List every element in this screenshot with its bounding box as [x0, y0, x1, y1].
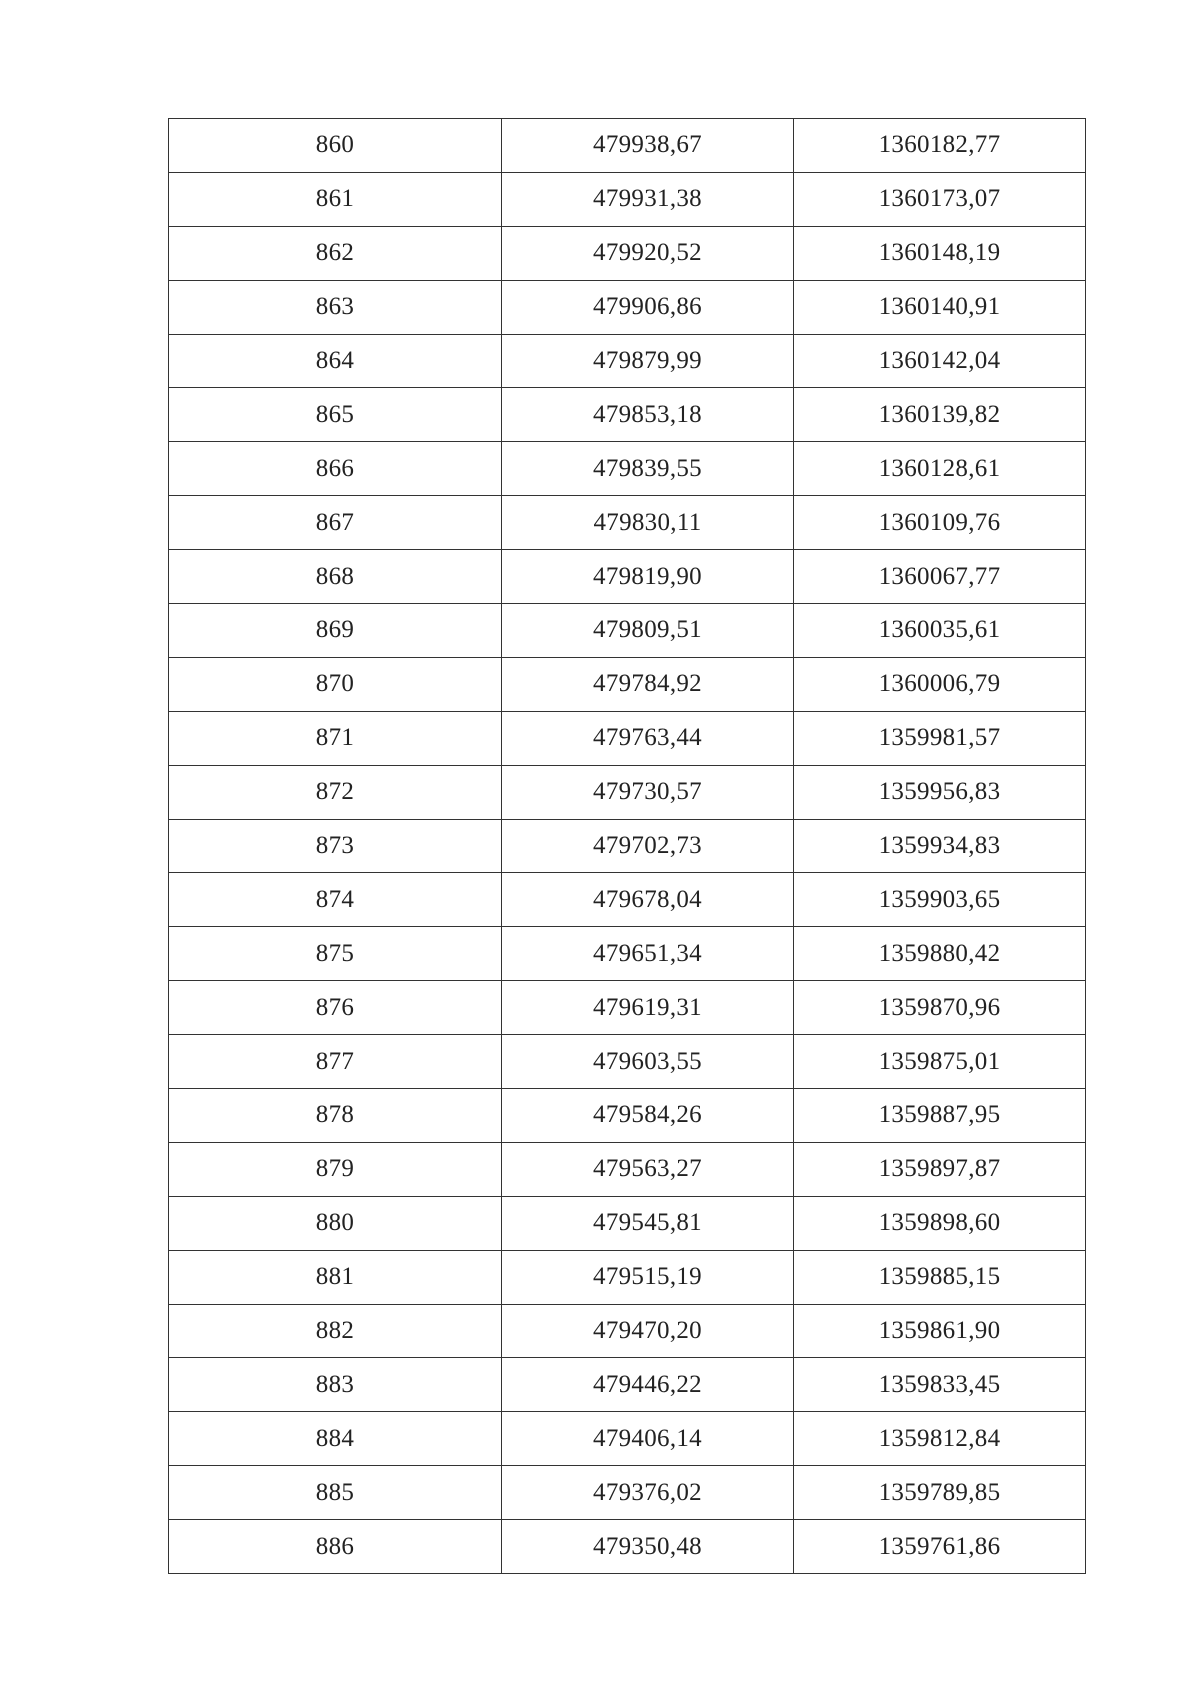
table-row	[169, 657, 1086, 711]
point-number-cell: 882	[169, 1304, 502, 1358]
point-number-cell: 873	[169, 819, 502, 873]
y-coordinate-cell: 1359875,01	[794, 1035, 1086, 1089]
table-row	[169, 1466, 1086, 1520]
y-coordinate-cell: 1360148,19	[794, 226, 1086, 280]
point-number-cell: 881	[169, 1250, 502, 1304]
point-number-cell: 878	[169, 1089, 502, 1143]
x-coordinate-cell: 479603,55	[502, 1035, 794, 1089]
point-number-cell: 876	[169, 981, 502, 1035]
y-coordinate-cell: 1360006,79	[794, 657, 1086, 711]
table-row	[169, 1358, 1086, 1412]
x-coordinate-cell: 479819,90	[502, 550, 794, 604]
x-coordinate-cell: 479784,92	[502, 657, 794, 711]
point-number-cell: 861	[169, 172, 502, 226]
point-number-cell: 883	[169, 1358, 502, 1412]
x-coordinate-cell: 479470,20	[502, 1304, 794, 1358]
point-number-cell: 860	[169, 119, 502, 173]
x-coordinate-cell: 479853,18	[502, 388, 794, 442]
table-row	[169, 1304, 1086, 1358]
table-row	[169, 927, 1086, 981]
point-number-cell: 884	[169, 1412, 502, 1466]
y-coordinate-cell: 1360142,04	[794, 334, 1086, 388]
y-coordinate-cell: 1360109,76	[794, 496, 1086, 550]
x-coordinate-cell: 479584,26	[502, 1089, 794, 1143]
table-row	[169, 873, 1086, 927]
y-coordinate-cell: 1359861,90	[794, 1304, 1086, 1358]
y-coordinate-cell: 1359934,83	[794, 819, 1086, 873]
table-row	[169, 119, 1086, 173]
x-coordinate-cell: 479879,99	[502, 334, 794, 388]
y-coordinate-cell: 1360128,61	[794, 442, 1086, 496]
point-number-cell: 871	[169, 711, 502, 765]
x-coordinate-cell: 479678,04	[502, 873, 794, 927]
table-row	[169, 442, 1086, 496]
point-number-cell: 865	[169, 388, 502, 442]
y-coordinate-cell: 1359887,95	[794, 1089, 1086, 1143]
coordinates-table	[168, 118, 1086, 1574]
point-number-cell: 867	[169, 496, 502, 550]
table-row	[169, 1142, 1086, 1196]
point-number-cell: 868	[169, 550, 502, 604]
y-coordinate-cell: 1359956,83	[794, 765, 1086, 819]
table-row	[169, 280, 1086, 334]
point-number-cell: 885	[169, 1466, 502, 1520]
table-row	[169, 496, 1086, 550]
table-row	[169, 711, 1086, 765]
table-row	[169, 981, 1086, 1035]
x-coordinate-cell: 479938,67	[502, 119, 794, 173]
x-coordinate-cell: 479839,55	[502, 442, 794, 496]
x-coordinate-cell: 479809,51	[502, 604, 794, 658]
x-coordinate-cell: 479906,86	[502, 280, 794, 334]
y-coordinate-cell: 1359870,96	[794, 981, 1086, 1035]
y-coordinate-cell: 1360173,07	[794, 172, 1086, 226]
table-row	[169, 1196, 1086, 1250]
point-number-cell: 879	[169, 1142, 502, 1196]
x-coordinate-cell: 479730,57	[502, 765, 794, 819]
table-row	[169, 819, 1086, 873]
x-coordinate-cell: 479515,19	[502, 1250, 794, 1304]
y-coordinate-cell: 1359885,15	[794, 1250, 1086, 1304]
coordinates-table-body	[169, 119, 1086, 1574]
y-coordinate-cell: 1359903,65	[794, 873, 1086, 927]
table-row	[169, 388, 1086, 442]
table-row	[169, 1089, 1086, 1143]
point-number-cell: 872	[169, 765, 502, 819]
y-coordinate-cell: 1359833,45	[794, 1358, 1086, 1412]
y-coordinate-cell: 1359981,57	[794, 711, 1086, 765]
y-coordinate-cell: 1360182,77	[794, 119, 1086, 173]
table-row	[169, 604, 1086, 658]
x-coordinate-cell: 479376,02	[502, 1466, 794, 1520]
table-row	[169, 226, 1086, 280]
point-number-cell: 870	[169, 657, 502, 711]
table-row	[169, 1520, 1086, 1574]
x-coordinate-cell: 479830,11	[502, 496, 794, 550]
table-row	[169, 550, 1086, 604]
x-coordinate-cell: 479619,31	[502, 981, 794, 1035]
table-row	[169, 765, 1086, 819]
y-coordinate-cell: 1360140,91	[794, 280, 1086, 334]
x-coordinate-cell: 479763,44	[502, 711, 794, 765]
point-number-cell: 886	[169, 1520, 502, 1574]
x-coordinate-cell: 479446,22	[502, 1358, 794, 1412]
point-number-cell: 862	[169, 226, 502, 280]
y-coordinate-cell: 1360139,82	[794, 388, 1086, 442]
x-coordinate-cell: 479406,14	[502, 1412, 794, 1466]
y-coordinate-cell: 1360035,61	[794, 604, 1086, 658]
x-coordinate-cell: 479920,52	[502, 226, 794, 280]
y-coordinate-cell: 1359761,86	[794, 1520, 1086, 1574]
table-row	[169, 1412, 1086, 1466]
point-number-cell: 880	[169, 1196, 502, 1250]
x-coordinate-cell: 479563,27	[502, 1142, 794, 1196]
table-row	[169, 334, 1086, 388]
x-coordinate-cell: 479931,38	[502, 172, 794, 226]
y-coordinate-cell: 1359898,60	[794, 1196, 1086, 1250]
y-coordinate-cell: 1359789,85	[794, 1466, 1086, 1520]
x-coordinate-cell: 479702,73	[502, 819, 794, 873]
point-number-cell: 866	[169, 442, 502, 496]
point-number-cell: 863	[169, 280, 502, 334]
point-number-cell: 875	[169, 927, 502, 981]
x-coordinate-cell: 479545,81	[502, 1196, 794, 1250]
point-number-cell: 874	[169, 873, 502, 927]
point-number-cell: 864	[169, 334, 502, 388]
point-number-cell: 869	[169, 604, 502, 658]
table-row	[169, 172, 1086, 226]
y-coordinate-cell: 1359812,84	[794, 1412, 1086, 1466]
table-row	[169, 1035, 1086, 1089]
x-coordinate-cell: 479350,48	[502, 1520, 794, 1574]
y-coordinate-cell: 1360067,77	[794, 550, 1086, 604]
table-row	[169, 1250, 1086, 1304]
y-coordinate-cell: 1359880,42	[794, 927, 1086, 981]
x-coordinate-cell: 479651,34	[502, 927, 794, 981]
y-coordinate-cell: 1359897,87	[794, 1142, 1086, 1196]
point-number-cell: 877	[169, 1035, 502, 1089]
